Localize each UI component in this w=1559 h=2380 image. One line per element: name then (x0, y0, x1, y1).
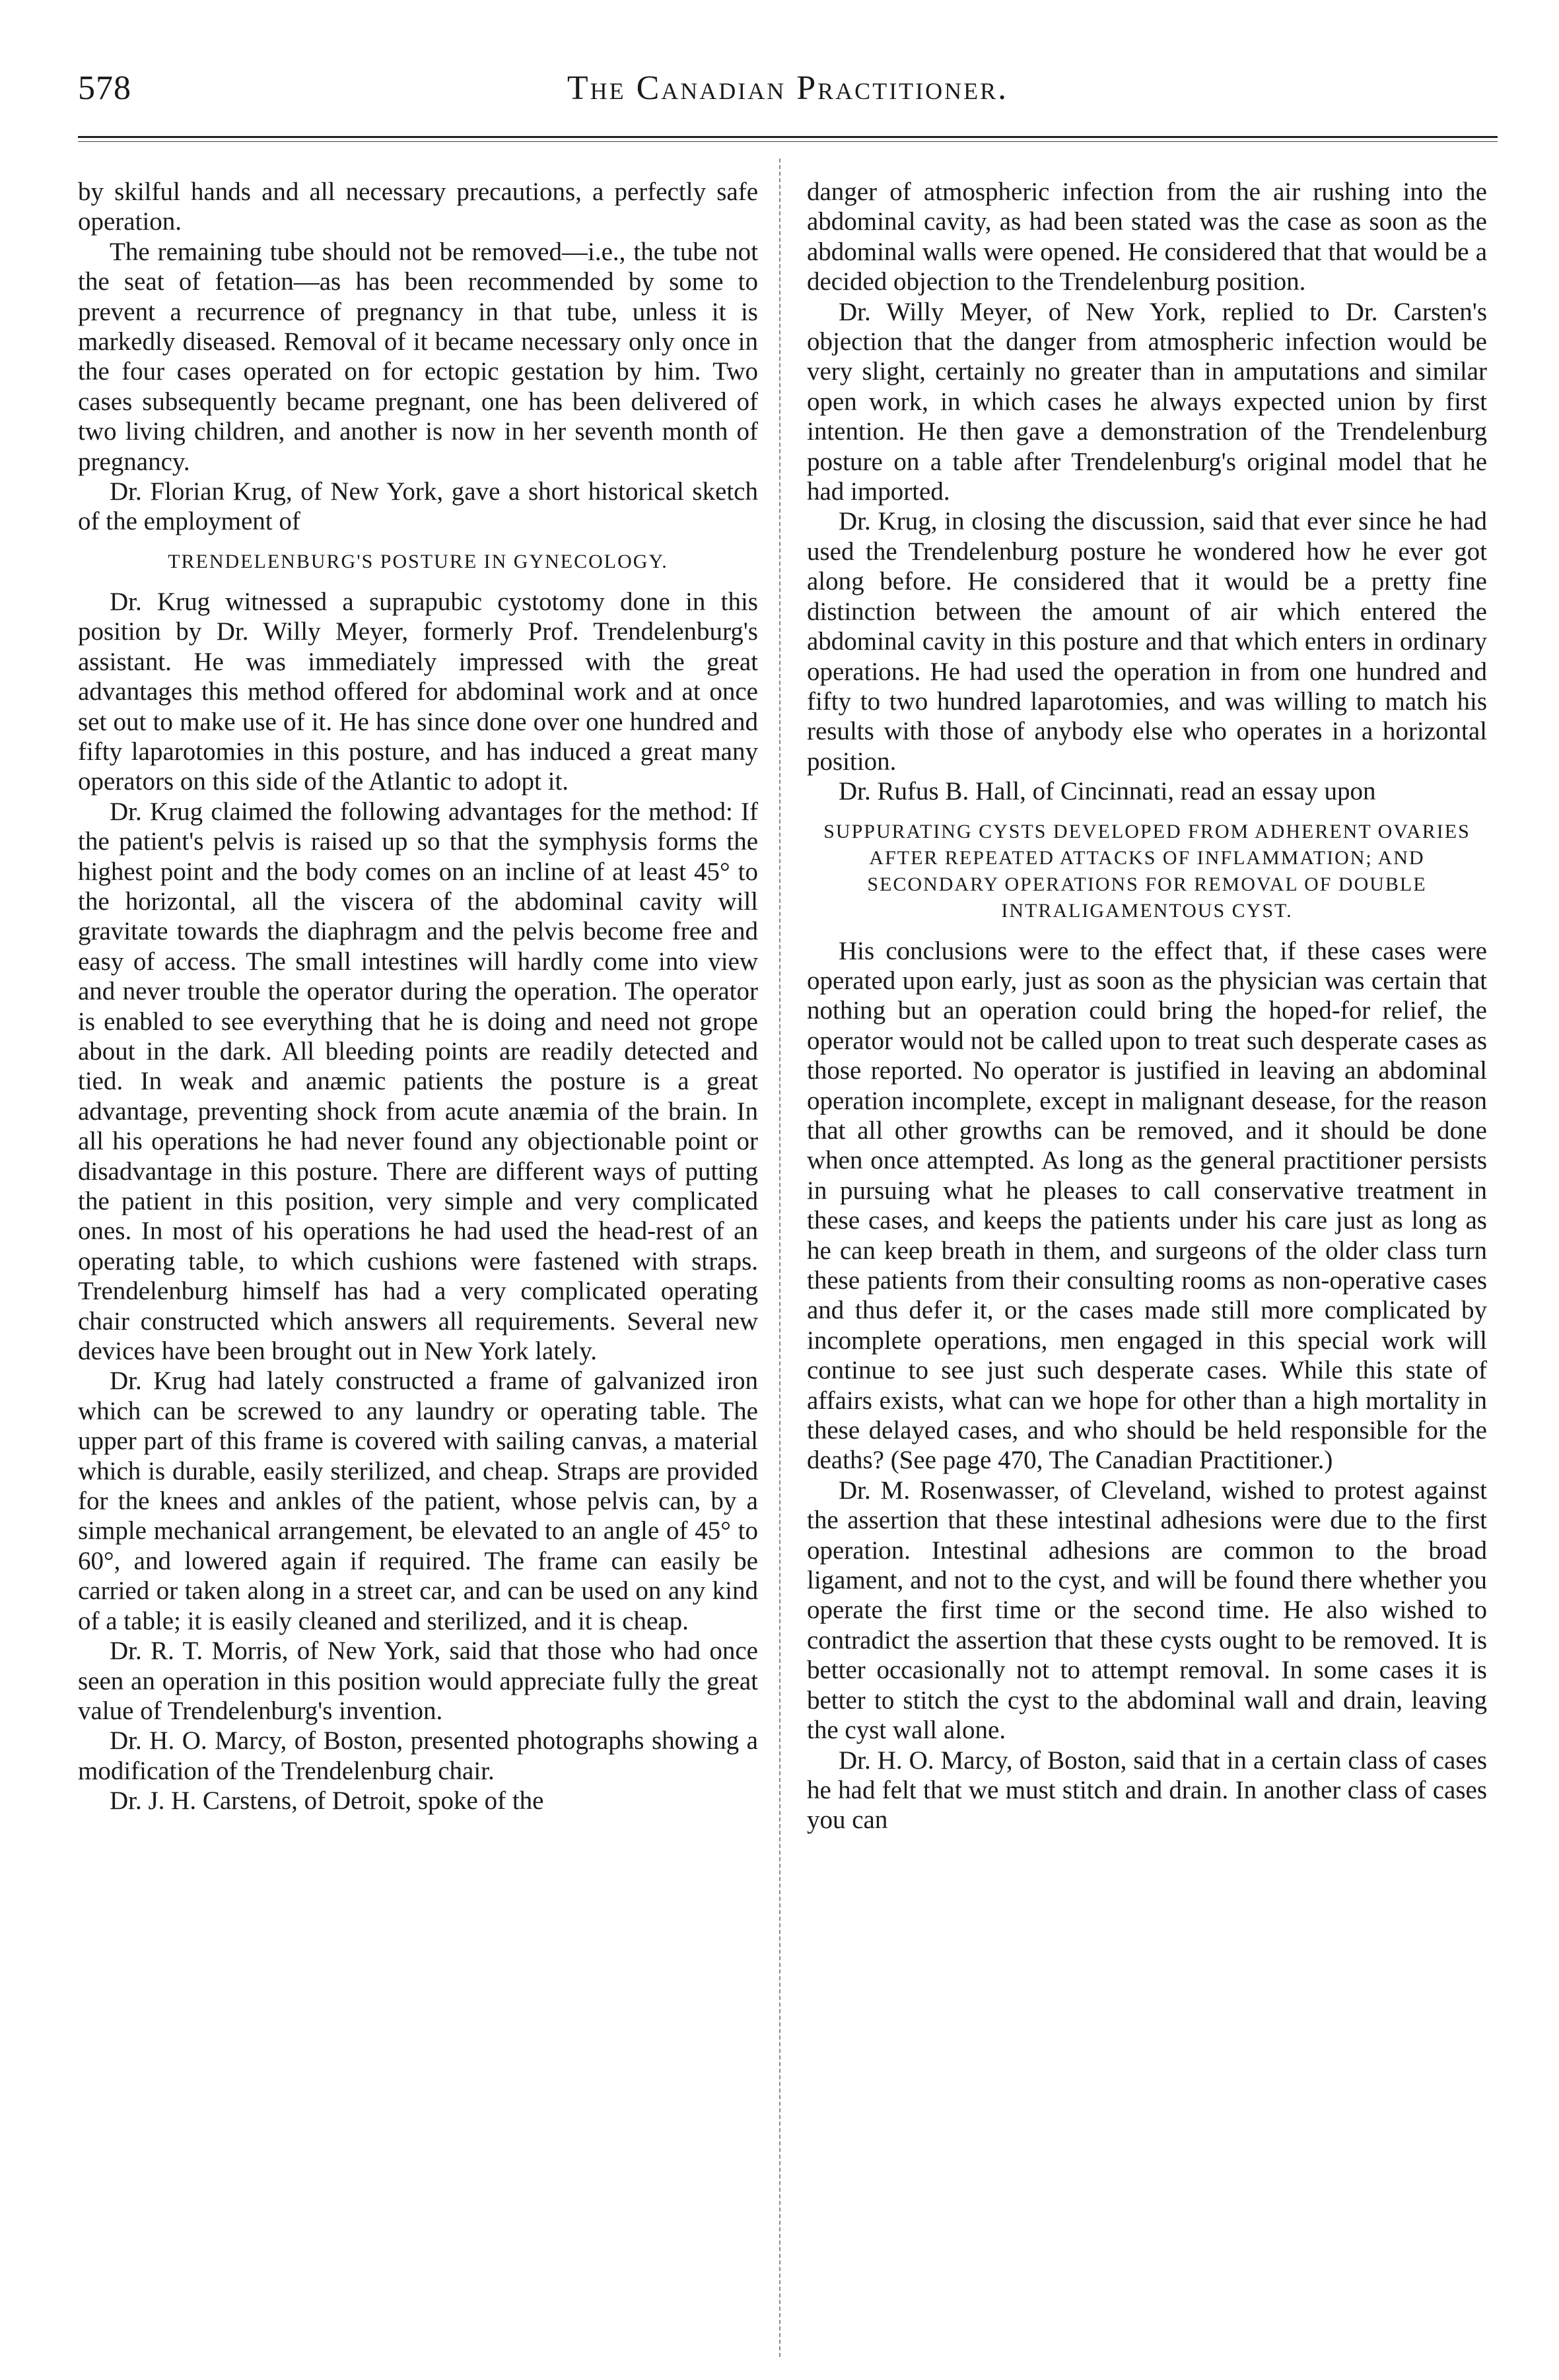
paragraph: Dr. Rufus B. Hall, of Cincinnati, read an essay upon (839, 777, 1376, 806)
running-head: The Canadian Practitioner. (567, 69, 1009, 107)
paragraph: Dr. Krug, in closing the discussion, said that ever since he had used the Trendelenburg posture he wondered how he ever got along before. He considered that it would be a pretty fine distinction between the amount of air which entered the abdominal cavity in this posture and that which enters in ordinary operations. He had used the operation in from one hundred and fifty to two hundred laparotomies, and was willing to match his results with those of anybody else who operates in a horizontal position. (807, 507, 1487, 776)
paragraph: Dr. H. O. Marcy, of Boston, presented photographs showing a modification of the Trendelenburg chair. (78, 1726, 758, 1785)
right-column (807, 177, 1487, 2349)
left-column (78, 177, 758, 2349)
paragraph: Dr. Willy Meyer, of New York, replied to Dr. Carsten's objection that the danger from atmospheric infection would be very slight, certainly no greater than in amputations and similar open work, in which cases he always expected union by first intention. He then gave a demonstration of the Trendelenburg posture on a table after Trendelenburg's original model that he had imported. (807, 297, 1487, 506)
header-rule (78, 136, 1498, 138)
paragraph: Dr. J. H. Carstens, of Detroit, spoke of the (110, 1786, 544, 1816)
paragraph: His conclusions were to the effect that, if these cases were operated upon early, just as soon as the physician was certain that nothing but an operation could bring the hoped-for relief, the operator would not be called upon to treat such desperate cases as those reported. No operator is justified in leaving an abdominal operation incomplete, except in malignant desease, for the reason that all other growths can be removed, and it should be done when once attempted. As long as the general practitioner persists in pursuing what he pleases to call conservative treatment in these cases, and keeps the patients under his care just as long as he can keep breath in them, and surgeons of the older class turn these patients from their consulting rooms as non-operative cases and thus defer it, or the cases made still more complicated by incomplete operations, men engaged in this special work will continue to see just such desperate cases. While this state of affairs exists, what can we hope for other than a high mortality in these delayed cases, and who should be held responsible for the deaths? (See page 470, The Canadian Practitioner.) (807, 936, 1487, 1475)
page-number: 578 (78, 69, 131, 107)
header-rule-thin (78, 141, 1498, 142)
section-heading: TRENDELENBURG'S POSTURE IN GYNECOLOGY. (168, 550, 668, 572)
paragraph: by skilful hands and all necessary precautions, a perfectly safe operation. (78, 178, 758, 236)
page-header (78, 66, 1498, 125)
paragraph: The remaining tube should not be removed—i.e., the tube not the seat of fetation—as has been recommended by some to prevent a recurrence of pregnancy in that tube, unless it is markedly diseased. Removal of it became necessary only once in the four cases operated on for ectopic gestation by him. Two cases subsequently became pregnant, one has been delivered of two living children, and another is now in her seventh month of pregnancy. (78, 237, 758, 476)
section-heading: SUPPURATING CYSTS DEVELOPED FROM ADHERENT OVARIES AFTER REPEATED ATTACKS OF INFLAMMATION; AND SECONDARY OPERATIONS FOR REMOVAL OF DOUBLE INTRALIGAMENTOUS CYST. (823, 820, 1471, 922)
paragraph: Dr. H. O. Marcy, of Boston, said that in a certain class of cases he had felt that we must stitch and drain. In another class of cases you can (807, 1746, 1487, 1835)
paragraph: danger of atmospheric infection from the air rushing into the abdominal cavity, as had been stated was the case as soon as the abdominal walls were opened. He considered that that would be a decided objection to the Trendelenburg position. (807, 178, 1487, 296)
paragraph: Dr. M. Rosenwasser, of Cleveland, wished to protest against the assertion that these intestinal adhesions were due to the first operation. Intestinal adhesions are common to the broad ligament, and not to the cyst, and will be found there whether you operate the first time or the second time. He also wished to contradict the assertion that these cysts ought to be removed. It is better occasionally not to attempt removal. In some cases it is better to stitch the cyst to the abdominal wall and drain, leaving the cyst wall alone. (807, 1476, 1487, 1745)
column-divider (779, 158, 780, 2357)
paragraph: Dr. Krug had lately constructed a frame of galvanized iron which can be screwed to any laundry or operating table. The upper part of this frame is covered with sailing canvas, a material which is durable, easily sterilized, and cheap. Straps are provided for the knees and ankles of the patient, whose pelvis can, by a simple mechanical arrangement, be elevated to an angle of 45° to 60°, and lowered again if required. The frame can easily be carried or taken along in a street car, and can be used on any kind of a table; it is easily cleaned and sterilized, and it is cheap. (78, 1367, 758, 1635)
paragraph: Dr. Krug claimed the following advantages for the method: If the patient's pelvis is raised up so that the symphysis forms the highest point and the body comes on an incline of at least 45° to the horizontal, all the viscera of the abdominal cavity will gravitate towards the diaphragm and the pelvis become free and easy of access. The small intestines will hardly come into view and never trouble the operator during the operation. The operator is enabled to see everything that he is doing and need not grope about in the dark. All bleeding points are readily detected and tied. In weak and anæmic patients the posture is a great advantage, preventing shock from acute anæmia of the brain. In all his operations he had never found any objectionable point or disadvantage in this posture. There are different ways of putting the patient in this position, very simple and very complicated ones. In most of his operations he had used the head-rest of an operating table, to which cushions were fastened with straps. Trendelenburg himself has had a very complicated operating chair constructed which answers all requirements. Several new devices have been brought out in New York lately. (78, 797, 758, 1366)
paragraph: Dr. R. T. Morris, of New York, said that those who had once seen an operation in this position would appreciate fully the great value of Trendelenburg's invention. (78, 1637, 758, 1725)
paragraph: Dr. Krug witnessed a suprapubic cystotomy done in this position by Dr. Willy Meyer, formerly Prof. Trendelenburg's assistant. He was immediately impressed with the great advantages this method offered for abdominal work and at once set out to make use of it. He has since done over one hundred and fifty laparotomies in this posture, and has induced a great many operators on this side of the Atlantic to adopt it. (78, 587, 758, 796)
paragraph: Dr. Florian Krug, of New York, gave a short historical sketch of the employment of (78, 477, 758, 536)
